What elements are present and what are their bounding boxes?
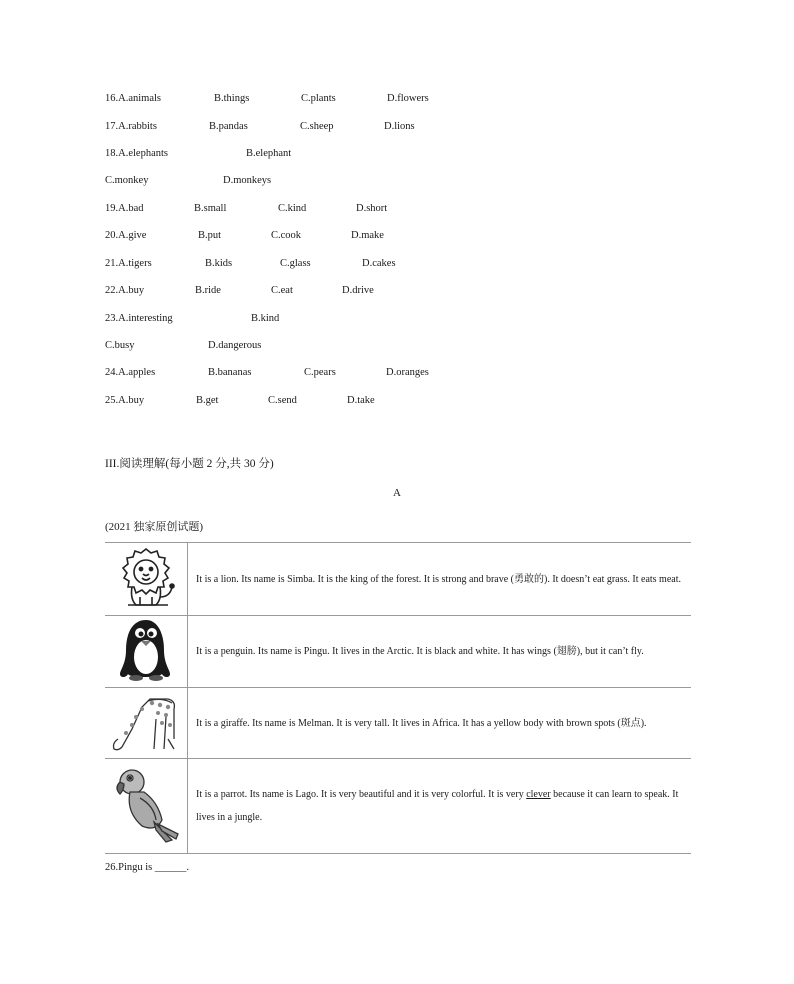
option-b: B.get xyxy=(196,395,219,406)
option-c: C.kind xyxy=(278,203,307,214)
option-a: 17.A.rabbits xyxy=(105,121,157,132)
option-a: 20.A.give xyxy=(105,230,147,241)
option-d: D.lions xyxy=(384,121,415,132)
table-row xyxy=(105,688,691,759)
underlined-word: clever xyxy=(526,789,551,800)
option-b: B.bananas xyxy=(208,367,252,378)
option-d: D.dangerous xyxy=(208,340,262,351)
option-d: D.monkeys xyxy=(223,175,272,186)
source-note: (2021 独家原创试题) xyxy=(105,521,204,533)
option-c: C.glass xyxy=(280,258,311,269)
parrot-icon xyxy=(110,762,182,848)
option-d: D.oranges xyxy=(386,367,429,378)
option-d: D.make xyxy=(351,230,384,241)
option-d: D.take xyxy=(347,395,375,406)
option-a: 22.A.buy xyxy=(105,285,145,296)
option-c: C.eat xyxy=(271,285,293,296)
penguin-icon xyxy=(116,617,176,683)
lion-icon xyxy=(110,545,182,611)
option-b: B.things xyxy=(214,93,250,104)
image-cell xyxy=(105,688,188,759)
option-c: C.plants xyxy=(301,93,336,104)
option-a: 24.A.apples xyxy=(105,367,156,378)
option-c: C.monkey xyxy=(105,175,149,186)
table-row xyxy=(105,759,691,854)
option-b: B.small xyxy=(194,203,227,214)
option-b: B.ride xyxy=(195,285,221,296)
animal-description: It is a parrot. Its name is Lago. It is very beautiful and it is very colorful. It is very clever because it can learn to speak. It lives in a jungle. xyxy=(188,759,692,854)
option-d: D.drive xyxy=(342,285,374,296)
option-b: B.kids xyxy=(205,258,233,269)
table-row xyxy=(105,616,691,688)
option-c: C.cook xyxy=(271,230,302,241)
animal-description: It is a penguin. Its name is Pingu. It lives in the Arctic. It is black and white. It has wings (翅膀), but it can’t fly. xyxy=(188,616,692,688)
option-a: 23.A.interesting xyxy=(105,313,173,324)
option-b: B.elephant xyxy=(246,148,292,159)
passage-label: A xyxy=(393,487,401,499)
option-b: B.kind xyxy=(251,313,280,324)
option-a: 19.A.bad xyxy=(105,203,144,214)
section-title: III.阅读理解(每小题 2 分,共 30 分) xyxy=(105,458,274,470)
option-b: B.pandas xyxy=(209,121,248,132)
option-a: 25.A.buy xyxy=(105,395,145,406)
image-cell xyxy=(105,759,188,854)
image-cell xyxy=(105,543,188,616)
table-row xyxy=(105,543,691,616)
animal-description: It is a giraffe. Its name is Melman. It is very tall. It lives in Africa. It has a yellow body with brown spots (斑点). xyxy=(188,688,692,759)
option-a: 21.A.tigers xyxy=(105,258,152,269)
option-d: D.flowers xyxy=(387,93,429,104)
animal-table xyxy=(105,542,691,854)
giraffe-icon xyxy=(108,689,184,755)
image-cell xyxy=(105,616,188,688)
option-a: 18.A.elephants xyxy=(105,148,168,159)
question-26: 26.Pingu is ______. xyxy=(105,862,190,873)
option-d: D.cakes xyxy=(362,258,396,269)
option-c: C.sheep xyxy=(300,121,334,132)
option-a: 16.A.animals xyxy=(105,93,161,104)
option-c: C.send xyxy=(268,395,297,406)
animal-description: It is a lion. Its name is Simba. It is the king of the forest. It is strong and brave (勇敢的). It doesn’t eat grass. It eats meat. xyxy=(188,543,692,616)
option-c: C.pears xyxy=(304,367,336,378)
option-b: B.put xyxy=(198,230,222,241)
option-d: D.short xyxy=(356,203,388,214)
option-c: C.busy xyxy=(105,340,135,351)
